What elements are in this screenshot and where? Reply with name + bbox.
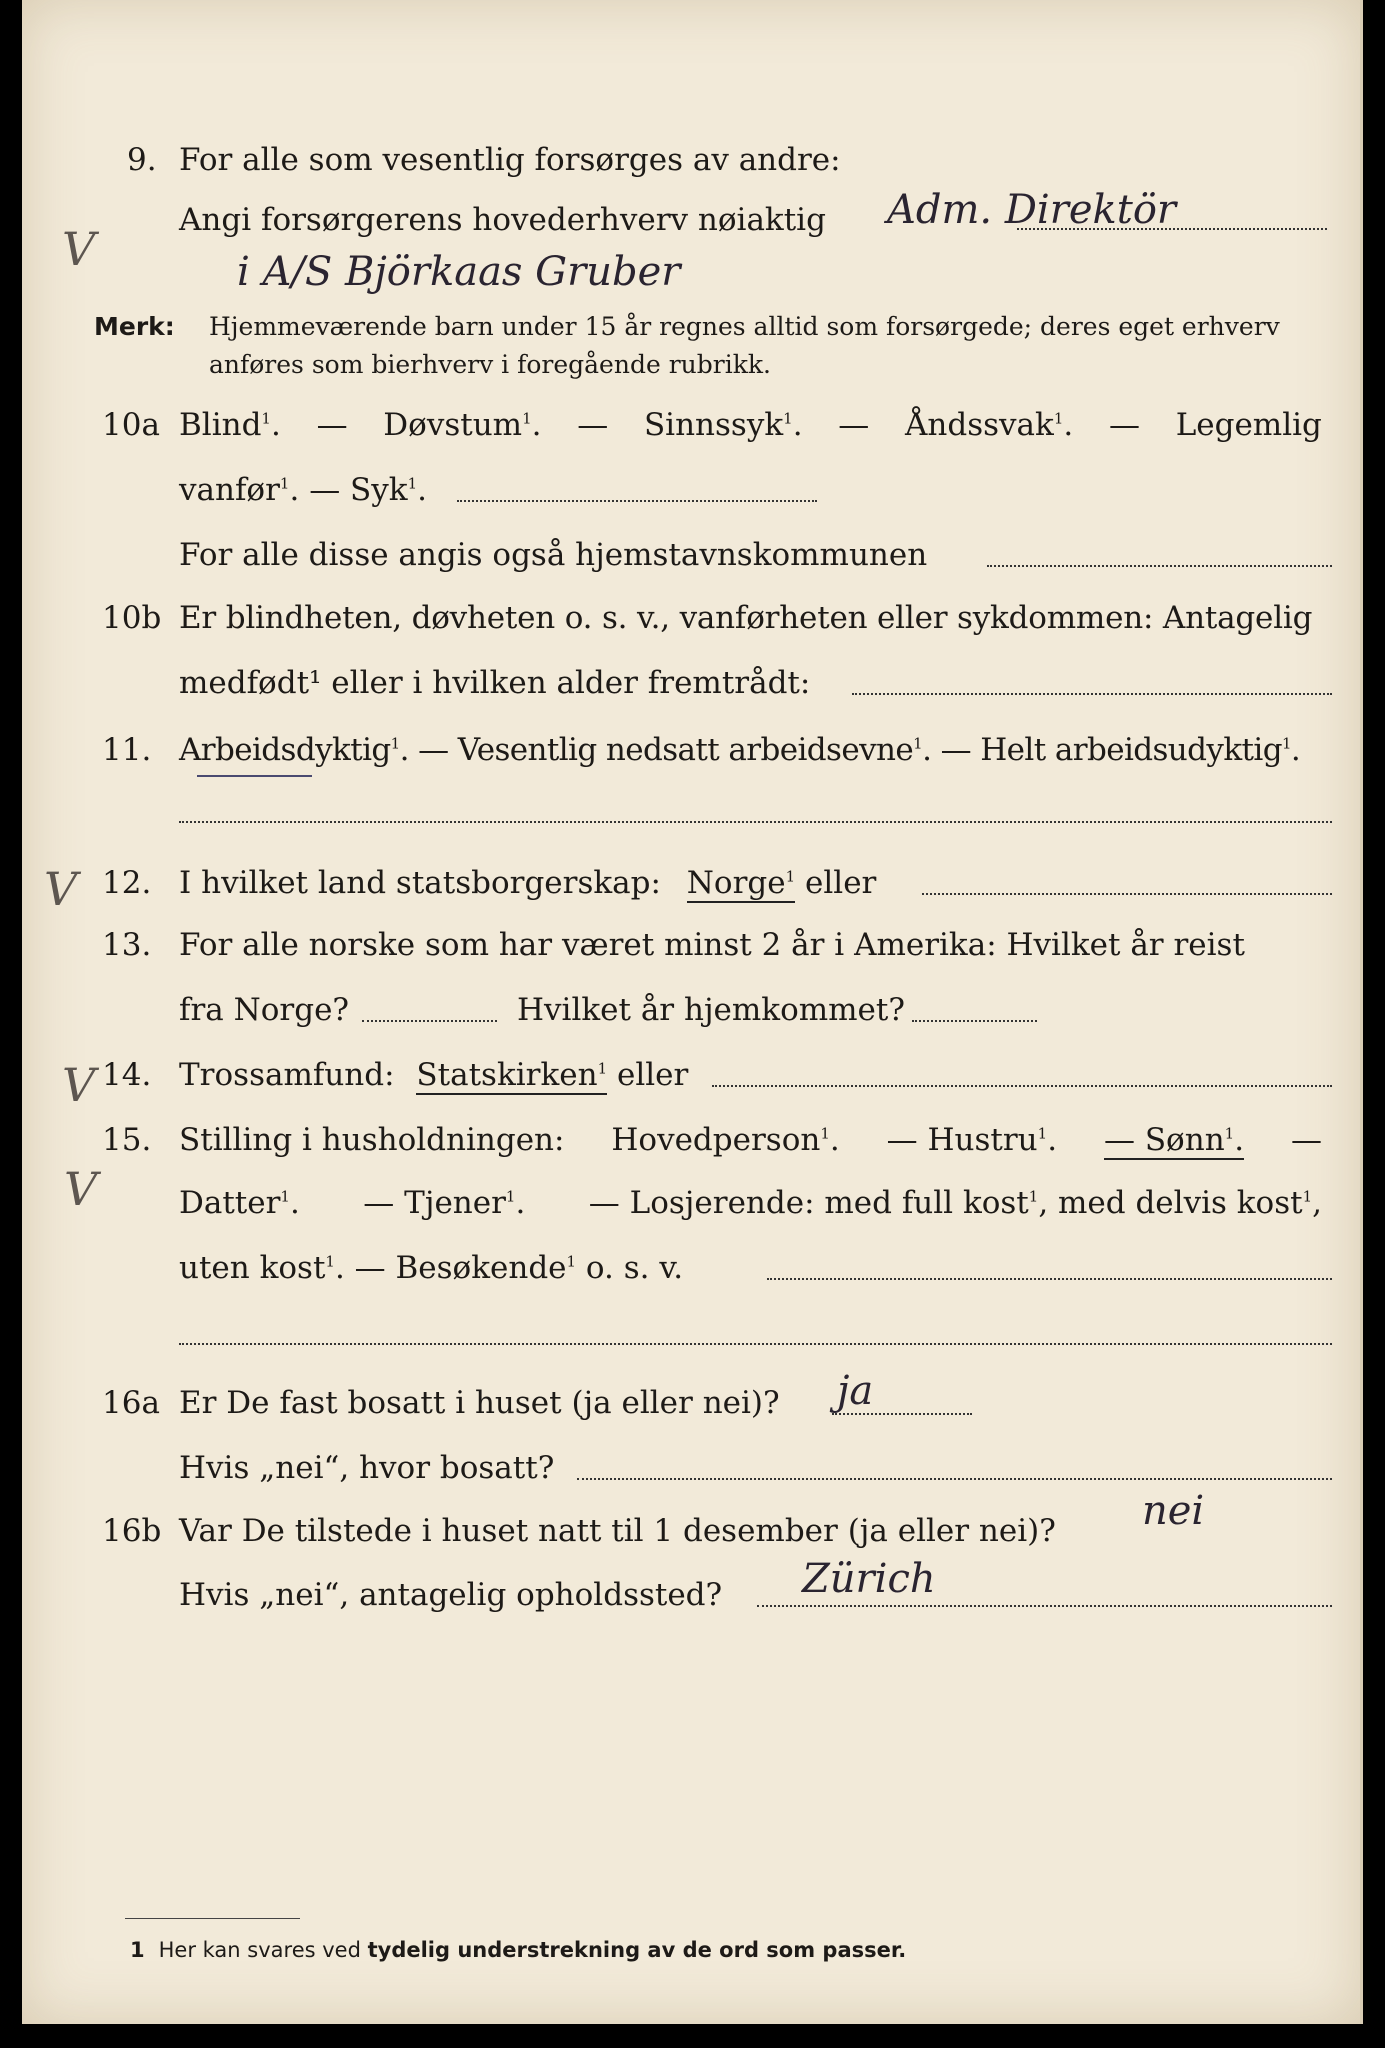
q11-handwritten-underline <box>197 775 312 777</box>
opt-sonn[interactable]: — Sønn$^1$. <box>1103 1122 1245 1158</box>
q16a-number: 16a <box>102 1385 160 1421</box>
q9-line2 <box>22 187 1360 245</box>
q9-line1 <box>22 135 1360 185</box>
q10a-options: Blind$^1$. — Døvstum$^1$. — Sinnssyk$^1$. — Åndssvak$^1$. — Legemlig <box>179 400 1322 450</box>
q15-other-line[interactable] <box>767 1277 1332 1280</box>
q10b-number: 10b <box>102 600 162 636</box>
q10b-line1 <box>22 593 1360 643</box>
q13-hjemkommet-line[interactable] <box>912 1019 1037 1022</box>
opt-legemlig[interactable]: Legemlig <box>1175 407 1322 443</box>
q16a-line2 <box>22 1443 1360 1493</box>
q13-reist-label: fra Norge? <box>179 992 350 1028</box>
census-form-page <box>22 0 1363 2024</box>
q10b-line2 <box>22 658 1360 708</box>
footnote: 1 Her kan svares ved tydelig understrekning av de ord som passer. <box>130 1938 907 1962</box>
q13-line2 <box>22 985 1360 1035</box>
check-mark-q12: V <box>44 862 78 916</box>
q9-answer-line <box>1017 227 1327 230</box>
q16b-line2 <box>22 1556 1360 1620</box>
q12-line <box>22 858 1360 908</box>
q10a-vanfor-syk[interactable]: vanfør$^1$. — Syk$^1$. <box>179 472 427 508</box>
opt-besokende[interactable]: — Besøkende$^1$ <box>354 1250 577 1286</box>
q9-answer-employer[interactable]: i A/S Björkaas Gruber <box>237 249 681 295</box>
q16a-answer-line <box>832 1412 972 1415</box>
q9-question: For alle som vesentlig forsørges av andre: <box>179 142 841 178</box>
opt-uten-kost[interactable]: uten kost$^1$. <box>179 1250 345 1286</box>
q16b-answer-place[interactable]: Zürich <box>802 1556 936 1602</box>
check-mark-q9: V <box>62 222 96 276</box>
q13-hjemkommet-label: Hvilket år hjemkommet? <box>517 992 905 1028</box>
q10a-number: 10a <box>102 407 160 443</box>
q15-extra-line[interactable] <box>179 1342 1332 1345</box>
opt-dovstum[interactable]: Døvstum$^1$. <box>383 407 542 443</box>
opt-blind[interactable]: Blind$^1$. <box>179 407 281 443</box>
q12-number: 12. <box>102 865 152 901</box>
q12-question: I hvilket land statsborgerskap: Norge$^1$ eller <box>179 865 877 901</box>
q13-question: For alle norske som har været minst 2 år i Amerika: Hvilket år reist <box>179 927 1245 963</box>
q16b-place-label: Hvis „nei“, antagelig opholdssted? <box>179 1577 723 1613</box>
q14-other-line[interactable] <box>712 1084 1332 1087</box>
q11-options <box>179 725 1322 775</box>
q9-answer-occupation[interactable]: Adm. Direktör <box>887 187 1177 233</box>
q10a-line3 <box>22 530 1360 580</box>
opt-datter[interactable]: Datter$^1$. <box>179 1185 300 1221</box>
merk-note <box>22 308 1360 388</box>
q10a-line2 <box>22 465 1360 515</box>
opt-tjener[interactable]: — Tjener$^1$. <box>363 1185 526 1221</box>
q12-other-line[interactable] <box>922 892 1332 895</box>
q11-number: 11. <box>102 732 152 768</box>
opt-hustru[interactable]: — Hustru$^1$. <box>886 1122 1058 1158</box>
q13-number: 13. <box>102 927 152 963</box>
q16a-answer[interactable]: ja <box>837 1368 874 1414</box>
footnote-rule <box>125 1918 300 1919</box>
opt-nedsatt[interactable]: — Vesentlig nedsatt arbeidsevne$^1$. <box>418 732 932 768</box>
opt-norge[interactable]: Norge$^1$ <box>686 865 796 901</box>
merk-line2: anføres som bierhverv i foregående rubrikk. <box>209 350 771 379</box>
q9-line3 <box>22 249 1360 305</box>
q15-options-3: uten kost$^1$. — Besøkende$^1$ o. s. v. <box>179 1250 684 1286</box>
q15-options-1: Stilling i husholdningen: Hovedperson$^1$. — Hustru$^1$. — Sønn$^1$. — <box>179 1115 1322 1165</box>
q10b-answer-line[interactable] <box>852 692 1332 695</box>
q11-line1 <box>22 725 1360 775</box>
q16a-where-label: Hvis „nei“, hvor bosatt? <box>179 1450 555 1486</box>
opt-statskirken[interactable]: Statskirken$^1$ <box>416 1057 608 1093</box>
merk-line1: Hjemmeværende barn under 15 år regnes alltid som forsørgede; deres eget erhverv <box>209 312 1280 341</box>
q13-reist-line[interactable] <box>362 1019 497 1022</box>
opt-hovedperson[interactable]: Hovedperson$^1$. <box>611 1122 840 1158</box>
q10b-question: Er blindheten, døvheten o. s. v., vanførheten eller sykdommen: Antagelig <box>179 600 1313 636</box>
q16b-place-line <box>757 1604 1332 1607</box>
opt-arbeidsdyktig[interactable]: Arbeidsdyktig$^1$. <box>179 732 409 768</box>
q15-line2 <box>22 1178 1360 1228</box>
q16a-line1 <box>22 1368 1360 1428</box>
q9-label: Angi forsørgerens hovederhverv nøiaktig <box>179 202 826 238</box>
q16a-question: Er De fast bosatt i huset (ja eller nei)? <box>179 1385 780 1421</box>
q16a-where-line[interactable] <box>577 1477 1332 1480</box>
q16b-line1 <box>22 1488 1360 1556</box>
opt-losjerende[interactable]: — Losjerende: med full kost$^1$, med delvis kost$^1$, <box>588 1185 1322 1221</box>
check-mark-q14: V <box>62 1058 96 1112</box>
opt-sinnssyk[interactable]: Sinnssyk$^1$. <box>643 407 803 443</box>
check-mark-q15: V <box>64 1162 98 1216</box>
merk-label: Merk: <box>94 312 175 341</box>
q9-number: 9. <box>127 142 157 178</box>
q10a-syk-line <box>457 499 817 502</box>
opt-udyktig[interactable]: — Helt arbeidsudyktig$^1$. <box>940 732 1301 768</box>
q14-number: 14. <box>102 1057 152 1093</box>
opt-andssvak[interactable]: Åndssvak$^1$. <box>905 407 1074 443</box>
q14-question: Trossamfund: Statskirken$^1$ eller <box>179 1057 689 1093</box>
q10a-hjemstavn-label: For alle disse angis også hjemstavnskommunen <box>179 537 928 573</box>
q14-line <box>22 1050 1360 1100</box>
q16b-answer[interactable]: nei <box>1142 1488 1205 1534</box>
q15-line3 <box>22 1243 1360 1293</box>
q13-line1 <box>22 920 1360 970</box>
q10b-label: medfødt¹ eller i hvilken alder fremtrådt: <box>179 665 811 701</box>
q11-extra-line[interactable] <box>179 820 1332 823</box>
q10a-hjemstavn-line[interactable] <box>987 564 1332 567</box>
q15-options-2 <box>179 1178 1322 1228</box>
q10a-line1 <box>22 400 1360 450</box>
q15-number: 15. <box>102 1122 152 1158</box>
q16b-number: 16b <box>102 1513 162 1549</box>
q16b-question: Var De tilstede i huset natt til 1 desember (ja eller nei)? <box>179 1513 1056 1549</box>
q15-line1 <box>22 1115 1360 1165</box>
